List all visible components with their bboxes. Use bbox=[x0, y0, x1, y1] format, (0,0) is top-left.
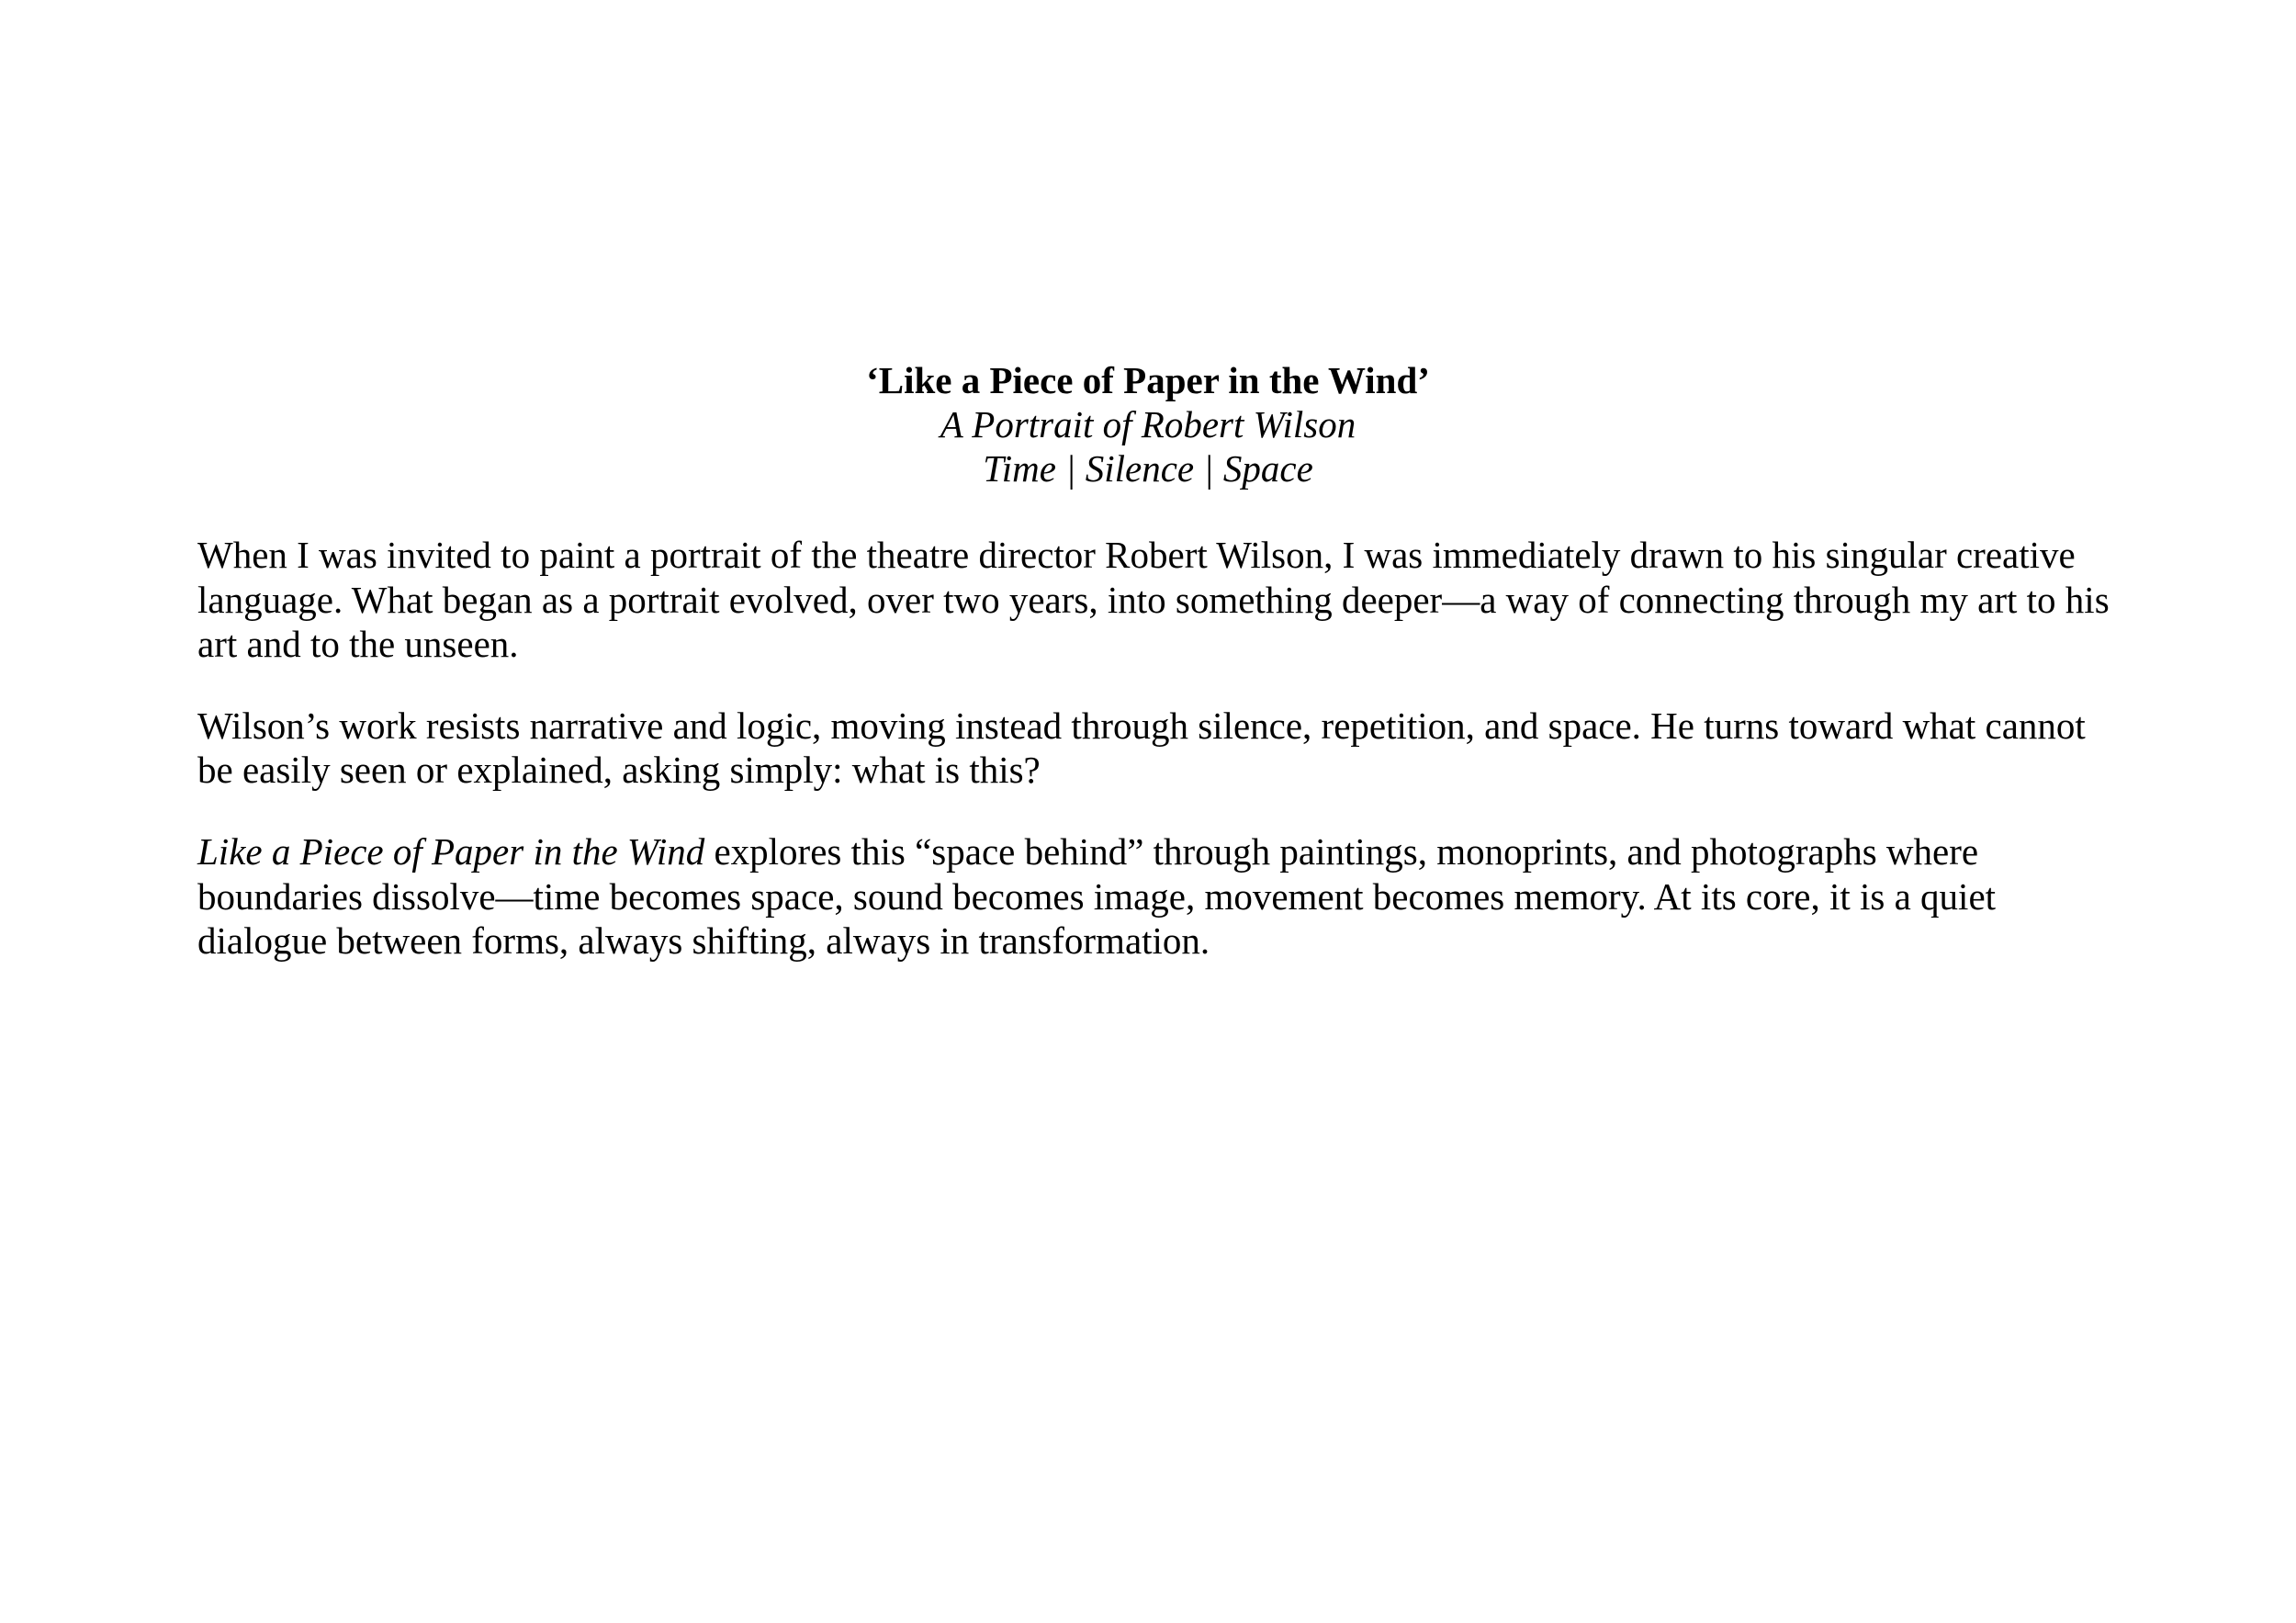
paragraph-3-italic-title: Like a Piece of Paper in the Wind bbox=[197, 829, 705, 873]
paragraph-3-text: explores this “space behind” through paintings, monoprints, and photographs where boundaries dissolve—time becomes space, sound becomes image, movement becomes memory. At its core, it is a quiet dialogue between forms, always shifting, always in transformation. bbox=[197, 829, 1997, 963]
paragraph-2: Wilson’s work resists narrative and logic, moving instead through silence, repetition, and space. He turns toward what cannot be easily seen or explained, asking simply: what is this? bbox=[197, 704, 2086, 792]
title-block bbox=[0, 358, 2296, 490]
document-title: ‘Like a Piece of Paper in the Wind’ bbox=[866, 359, 1430, 401]
document-themes: Time | Silence | Space bbox=[983, 447, 1313, 490]
paragraph-3 bbox=[197, 829, 2117, 964]
body-text bbox=[197, 533, 2117, 1000]
document-subtitle: A Portrait of Robert Wilson bbox=[940, 403, 1356, 445]
paragraph-1: When I was invited to paint a portrait of the theatre director Robert Wilson, I was immediately drawn to his singular creative language. What began as a portrait evolved, over two years, into something deeper—a way of connecting through my art to his art and to the unseen. bbox=[197, 534, 2110, 666]
